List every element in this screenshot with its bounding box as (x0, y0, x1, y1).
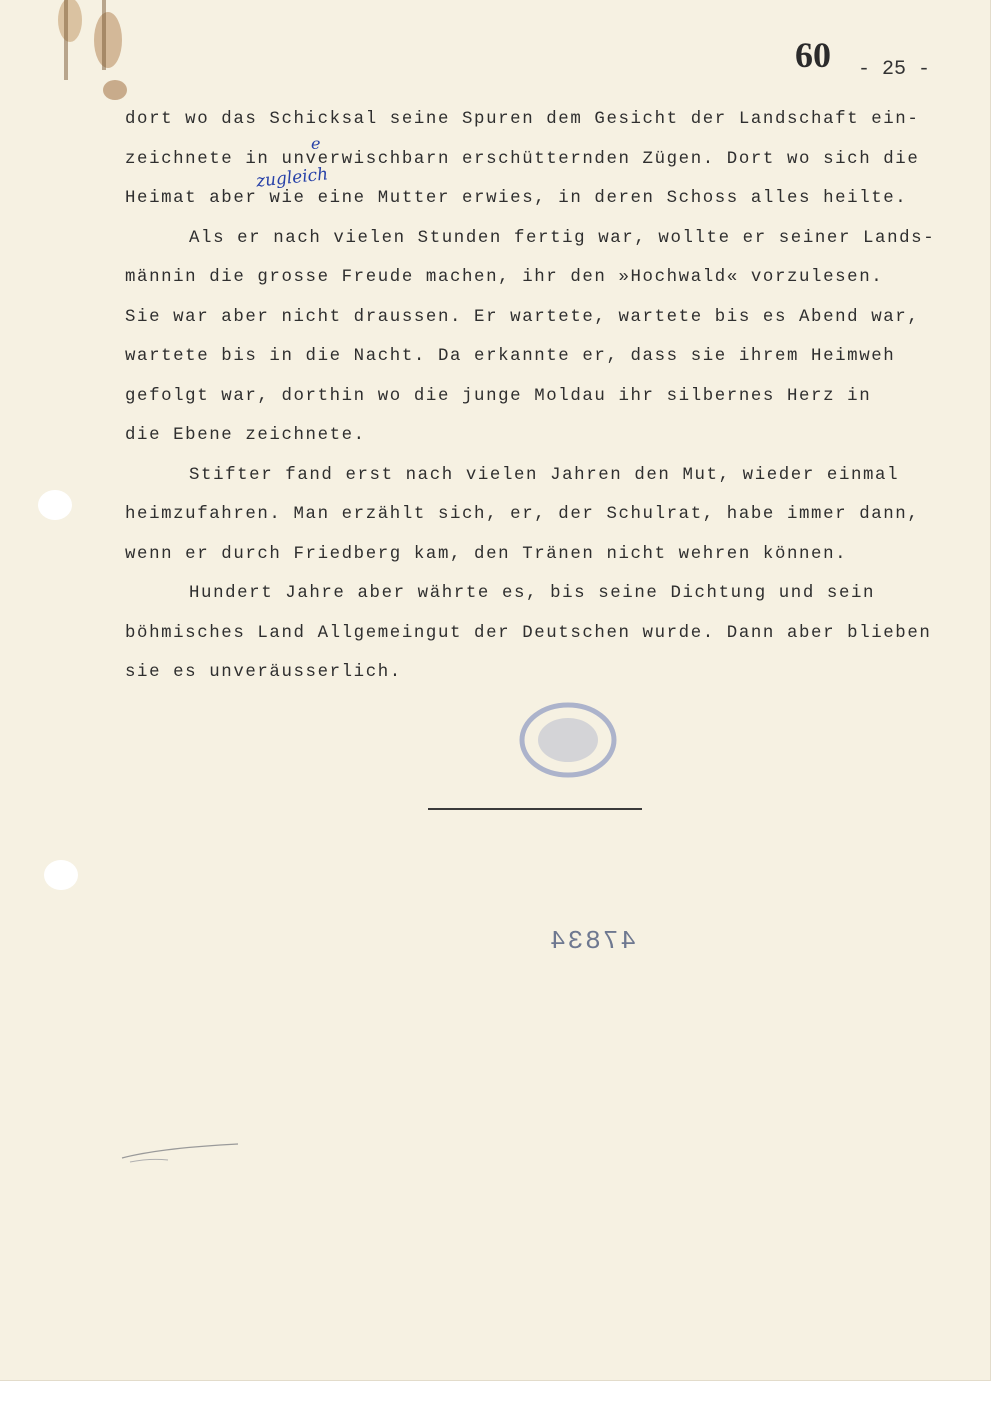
text-line: die Ebene zeichnete. (125, 426, 366, 445)
archive-number: 47834 (548, 926, 637, 956)
text-line: wenn er durch Friedberg kam, den Tränen nicht wehren können. (125, 544, 848, 564)
text-line: sie es unveräusserlich. (125, 663, 402, 682)
handwritten-correction: e (311, 134, 321, 153)
page-number: - 25 - (858, 58, 931, 81)
punch-hole (38, 490, 72, 520)
text-line: Heimat aber wie eine Mutter erwies, in deren Schoss alles heilte. (125, 189, 908, 208)
text-line: dort wo das Schicksal seine Spuren dem Gesicht der Landschaft ein- (125, 110, 920, 129)
pencil-mark (120, 1140, 240, 1170)
punch-hole (44, 860, 78, 890)
text-line: heimzufahren. Man erzählt sich, er, der Schulrat, habe immer dann, (125, 505, 920, 524)
text-line: böhmisches Land Allgemeingut der Deutschen wurde. Dann aber blieben (125, 623, 932, 643)
closing-rule (428, 808, 642, 810)
typewritten-text (125, 100, 975, 693)
text-line: Sie war aber nicht draussen. Er wartete, wartete bis es Abend war, (125, 307, 920, 327)
text-line: Als er nach vielen Stunden fertig war, wollte er seiner Lands- (189, 228, 936, 248)
handwritten-insertion: zugleich (255, 164, 330, 192)
text-line: zeichnete in unverwischbarn erschütternden Zügen. Dort wo sich die (125, 149, 920, 169)
rust-stain (50, 0, 140, 110)
text-line: wartete bis in die Nacht. Da erkannte er, dass sie ihrem Heimweh (125, 347, 896, 366)
text-line: Hundert Jahre aber währte es, bis seine Dichtung und sein (189, 584, 876, 603)
text-line: gefolgt war, dorthin wo die junge Moldau ihr silbernes Herz in (125, 386, 872, 406)
folio-number: 60 (795, 35, 831, 75)
text-line: männin die grosse Freude machen, ihr den »Hochwald« vorzulesen. (125, 268, 884, 287)
archive-stamp (518, 702, 618, 778)
text-line: Stifter fand erst nach vielen Jahren den Mut, wieder einmal (189, 465, 900, 485)
